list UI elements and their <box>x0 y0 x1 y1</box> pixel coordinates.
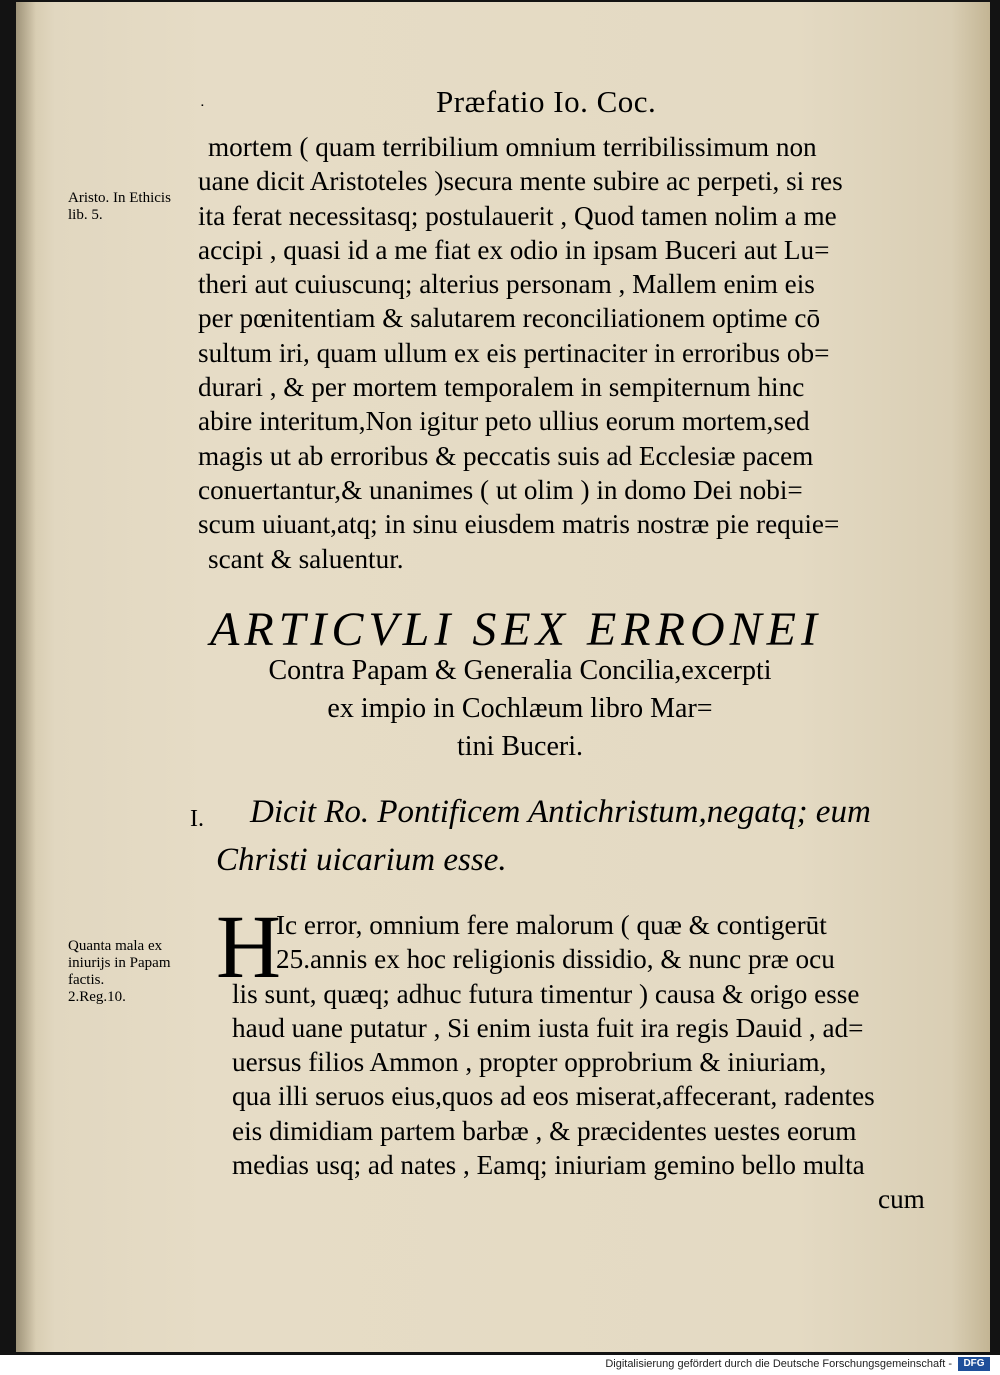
text-line: sultum iri, quam ullum ex eis pertinaciter in erroribus ob= <box>198 337 830 368</box>
text-line: qua illi seruos eius,quos ad eos miserat,affecerant, radentes <box>232 1081 875 1112</box>
text-line: mortem ( quam terribilium omnium terribilissimum non <box>208 132 817 162</box>
text-line: scum uiuant,atq; in sinu eiusdem matris nostræ pie requie= <box>198 509 840 540</box>
article-statement <box>216 788 956 884</box>
funding-notice: Digitalisierung gefördert durch die Deutsche Forschungsgemeinschaft - <box>605 1358 952 1370</box>
text-line: scant & saluentur. <box>208 543 404 574</box>
page-gutter-shadow <box>16 2 36 1352</box>
article-line: Dicit Ro. Pontificem Antichristum,negatq; eum <box>250 794 871 830</box>
margin-note-aristotle: Aristo. In Ethicis lib. 5. <box>68 190 171 223</box>
text-line: Ic error, omnium fere malorum ( quæ & contigerūt <box>276 910 827 940</box>
text-line: uane dicit Aristoteles )secura mente subire ac perpeti, si res <box>198 166 843 197</box>
margin-note-iniuriis: Quanta mala ex iniurijs in Papam factis. 2.Reg.10. <box>68 938 171 1005</box>
text-line: ita ferat necessitasq; postulauerit , Quod tamen nolim a me <box>198 200 837 231</box>
subheading-line: ex impio in Cochlæum libro Mar= <box>327 693 713 724</box>
subheading-line: Contra Papam & Generalia Concilia,excerpti <box>268 655 772 686</box>
text-line: abire interitum,Non igitur peto ullius eorum mortem,sed <box>198 406 810 437</box>
dfg-logo: DFG <box>958 1357 990 1371</box>
section-subheading <box>150 652 890 766</box>
drop-capital: H <box>216 898 281 997</box>
text-line: uersus filios Ammon , propter opprobrium & iniuriam, <box>232 1047 827 1078</box>
text-line: haud uane putatur , Si enim iusta fuit ira regis Dauid , ad= <box>232 1012 864 1043</box>
article-number: I. <box>190 806 204 832</box>
article-line: Christi uicarium esse. <box>216 842 507 878</box>
paragraph-2 <box>198 898 925 1217</box>
catchword: cum <box>878 1184 925 1215</box>
text-line: magis ut ab erroribus & peccatis suis ad Ecclesiæ pacem <box>198 440 814 471</box>
text-line: medias usq; ad nates , Eamq; iniuriam gemino bello multa <box>232 1150 865 1181</box>
text-line: conuertantur,& unanimes ( ut olim ) in domo Dei nobi= <box>198 474 803 505</box>
section-heading: ARTICVLI SEX ERRONEI <box>210 603 822 656</box>
running-head: Præfatio Io. Coc. <box>436 84 657 119</box>
subheading-line: tini Buceri. <box>457 731 583 762</box>
signature-mark: ᐧ <box>200 96 205 115</box>
text-line: 25.annis ex hoc religionis dissidio, & nunc præ ocu <box>276 944 835 975</box>
text-line: eis dimidiam partem barbæ , & præcidentes uestes eorum <box>232 1115 857 1146</box>
text-line: durari , & per mortem temporalem in sempiternum hinc <box>198 372 805 403</box>
text-line: per pœnitentiam & salutarem reconciliationem optime cō <box>198 303 821 334</box>
text-line: accipi , quasi id a me fiat ex odio in ipsam Buceri aut Lu= <box>198 234 830 265</box>
text-line: lis sunt, quæq; adhuc futura timentur ) causa & origo esse <box>232 978 860 1009</box>
paragraph-1 <box>198 130 918 576</box>
text-line: theri aut cuiuscunq; alterius personam , Mallem enim eis <box>198 269 815 300</box>
